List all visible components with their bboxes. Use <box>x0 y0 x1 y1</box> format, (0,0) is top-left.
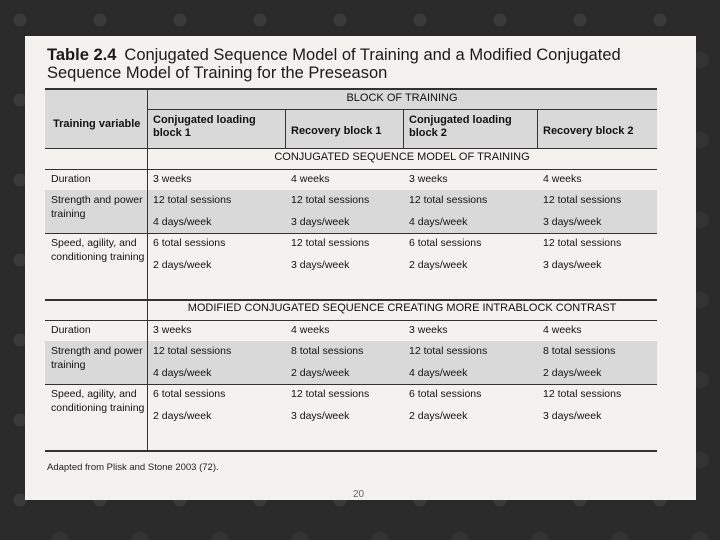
row-value-0-2-0-1: 2 days/week <box>153 259 212 271</box>
header-training-variable: Training variable <box>53 118 141 130</box>
row-value-0-2-1-1: 3 days/week <box>291 259 350 271</box>
row-value-0-2-3-1: 3 days/week <box>543 259 602 271</box>
row-variable-0-2: Speed, agility, and conditioning training <box>51 237 145 263</box>
row-variable-1-2: Speed, agility, and conditioning training <box>51 388 145 414</box>
section-title-1: CONJUGATED SEQUENCE MODEL OF TRAINING <box>274 151 530 163</box>
row-value-0-2-2-1: 2 days/week <box>409 259 468 271</box>
row-value-0-0-2-0: 3 weeks <box>409 173 448 185</box>
row-value-0-1-0-0: 12 total sessions <box>153 194 232 206</box>
rule-col-1 <box>285 109 286 148</box>
rule-var-col <box>147 148 148 450</box>
rule-col-3 <box>537 109 538 148</box>
row-value-0-2-2-0: 6 total sessions <box>409 237 482 249</box>
row-value-0-1-3-0: 12 total sessions <box>543 194 622 206</box>
row-value-1-2-0-1: 2 days/week <box>153 410 212 422</box>
section-title-2: MODIFIED CONJUGATED SEQUENCE CREATING MORE INTRABLOCK CONTRAST <box>187 302 617 314</box>
row-value-1-1-3-1: 2 days/week <box>543 367 602 379</box>
row-value-1-2-2-0: 6 total sessions <box>409 388 482 400</box>
header-col-3: Conjugated loading block 2 <box>409 114 512 139</box>
table-title <box>47 46 677 82</box>
row-value-1-2-3-1: 3 days/week <box>543 410 602 422</box>
row-value-1-2-2-1: 2 days/week <box>409 410 468 422</box>
row-value-0-2-1-0: 12 total sessions <box>291 237 370 249</box>
row-value-0-1-3-1: 3 days/week <box>543 216 602 228</box>
row-value-1-2-3-0: 12 total sessions <box>543 388 622 400</box>
row-variable-0-0: Duration <box>51 173 91 185</box>
row-value-0-0-0-0: 3 weeks <box>153 173 192 185</box>
row-value-0-2-0-0: 6 total sessions <box>153 237 226 249</box>
row-value-1-2-0-0: 6 total sessions <box>153 388 226 400</box>
row-value-0-0-1-0: 4 weeks <box>291 173 330 185</box>
row-value-0-0-3-0: 4 weeks <box>543 173 582 185</box>
header-block-of-training: BLOCK OF TRAINING <box>346 92 458 104</box>
row-value-1-1-1-1: 2 days/week <box>291 367 350 379</box>
section-divider <box>45 299 657 301</box>
row-value-1-0-0-0: 3 weeks <box>153 324 192 336</box>
row-value-1-0-1-0: 4 weeks <box>291 324 330 336</box>
row-value-0-2-3-0: 12 total sessions <box>543 237 622 249</box>
row-value-0-1-0-1: 4 days/week <box>153 216 212 228</box>
rule-col-2 <box>403 109 404 148</box>
header-col-1: Conjugated loading block 1 <box>153 114 256 139</box>
row-value-1-1-0-0: 12 total sessions <box>153 345 232 357</box>
row-value-1-2-1-0: 12 total sessions <box>291 388 370 400</box>
row-variable-0-1: Strength and power training <box>51 194 143 220</box>
rule-header-bottom <box>45 148 657 149</box>
row-value-1-1-0-1: 4 days/week <box>153 367 212 379</box>
row-value-1-0-3-0: 4 weeks <box>543 324 582 336</box>
row-value-1-1-3-0: 8 total sessions <box>543 345 616 357</box>
table-caption: Conjugated Sequence Model of Training and a Modified Conjugated Sequence Model of Training for the Preseason <box>47 46 621 82</box>
row-value-1-2-1-1: 3 days/week <box>291 410 350 422</box>
row-value-0-1-2-1: 4 days/week <box>409 216 468 228</box>
row-value-1-1-1-0: 8 total sessions <box>291 345 364 357</box>
rule-bottom <box>45 450 657 452</box>
row-value-0-1-1-0: 12 total sessions <box>291 194 370 206</box>
table-label: Table 2.4 <box>47 46 117 64</box>
row-value-1-1-2-1: 4 days/week <box>409 367 468 379</box>
row-value-0-1-2-0: 12 total sessions <box>409 194 488 206</box>
row-value-0-1-1-1: 3 days/week <box>291 216 350 228</box>
row-value-1-1-2-0: 12 total sessions <box>409 345 488 357</box>
rule-top <box>45 88 657 90</box>
header-col-4: Recovery block 2 <box>543 125 634 137</box>
table-footnote: Adapted from Plisk and Stone 2003 (72). <box>47 462 219 473</box>
book-page <box>25 36 696 500</box>
row-variable-1-0: Duration <box>51 324 91 336</box>
header-col-2: Recovery block 1 <box>291 125 382 137</box>
training-table <box>45 88 657 478</box>
page-number: 20 <box>353 489 365 500</box>
row-variable-1-1: Strength and power training <box>51 345 143 371</box>
rule-block <box>147 109 657 110</box>
row-value-1-0-2-0: 3 weeks <box>409 324 448 336</box>
